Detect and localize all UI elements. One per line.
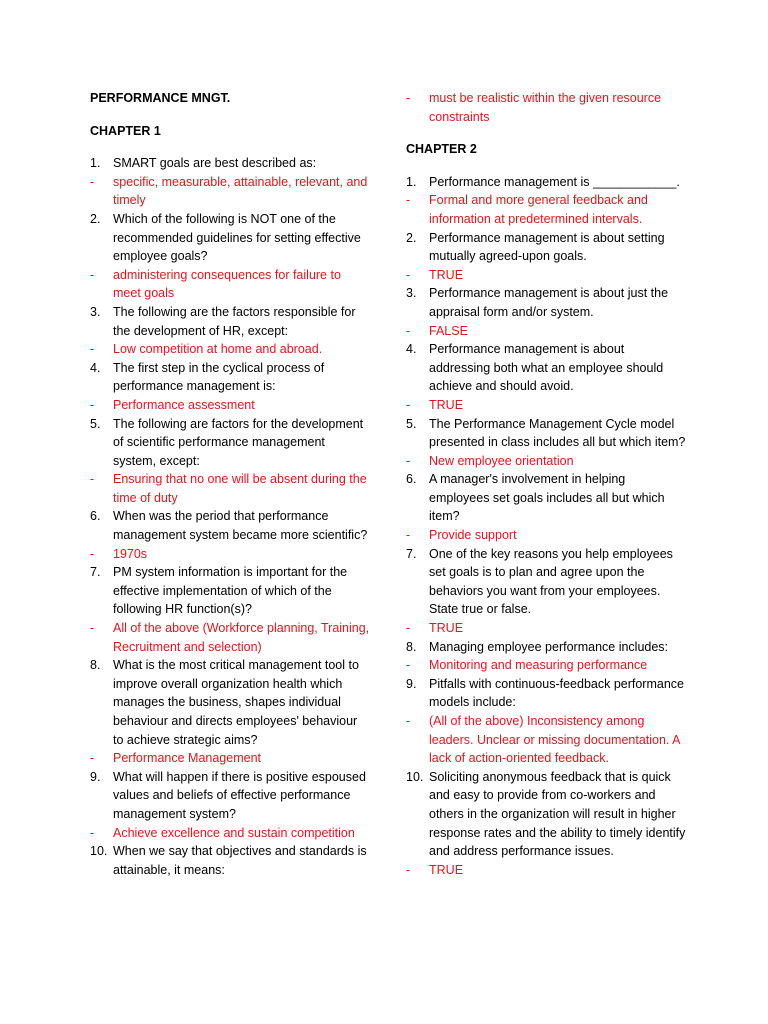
answer-item-marker: -: [90, 267, 95, 282]
question-item: [406, 470, 686, 526]
answer-item-text: Formal and more general feedback and information at predetermined intervals.: [429, 193, 648, 226]
question-item-marker: 3.: [406, 286, 417, 301]
answer-item: [406, 396, 686, 415]
question-item-text: The following are factors for the development of scientific performance management system, except:: [113, 416, 364, 468]
question-item-marker: 1.: [406, 174, 417, 189]
question-item-text: The Performance Management Cycle model presented in class includes all but which item?: [429, 416, 686, 450]
question-item-text: A manager's involvement in helping employees set goals includes all but which item?: [429, 472, 665, 524]
question-item-marker: 1.: [90, 156, 101, 171]
question-item-marker: 7.: [90, 565, 101, 580]
answer-item-text: 1970s: [113, 546, 148, 561]
answer-item-text: specific, measurable, attainable, relevant, and timely: [113, 174, 368, 208]
question-item: [90, 303, 370, 340]
question-item: [406, 173, 686, 192]
answer-item-text: New employee orientation: [429, 453, 574, 468]
question-item-marker: 9.: [406, 676, 417, 691]
question-item-text: The first step in the cyclical process of performance management is:: [113, 360, 325, 394]
question-item: [406, 284, 686, 321]
left-column: [90, 89, 370, 879]
question-item-marker: 5.: [90, 416, 101, 431]
question-item-text: PM system information is important for the effective implementation of which of the following HR function(s)?: [113, 565, 348, 617]
answer-item: [90, 824, 370, 843]
answer-item-text: Low competition at home and abroad.: [113, 342, 323, 357]
question-item-text: When we say that objectives and standards is attainable, it means:: [113, 844, 367, 877]
answer-item-text: Provide support: [429, 528, 517, 543]
answer-item-text: TRUE: [429, 397, 464, 412]
document-title: PERFORMANCE MNGT.: [90, 91, 231, 105]
answer-item-marker: -: [90, 174, 95, 189]
answer-item-marker: -: [90, 751, 95, 766]
answer-item-text: (All of the above) Inconsistency among leaders. Unclear or missing documentation. A lack of action-oriented feedback.: [429, 714, 680, 766]
question-item-text: What will happen if there is positive espoused values and beliefs of effective performance management system?: [113, 769, 366, 821]
question-item: [90, 359, 370, 396]
answer-item-marker: -: [406, 193, 411, 208]
question-item-text: Performance management is about setting mutually agreed-upon goals.: [429, 230, 665, 264]
question-item-marker: 8.: [406, 639, 417, 654]
question-item: [90, 210, 370, 266]
answer-item: [90, 340, 370, 359]
question-item-marker: 7.: [406, 546, 417, 561]
answer-item-marker: -: [406, 528, 411, 543]
answer-item: [406, 266, 686, 285]
question-item: [406, 768, 686, 861]
question-item-marker: 2.: [90, 211, 101, 226]
question-item: [406, 415, 686, 452]
question-item-text: Pitfalls with continuous-feedback performance models include:: [429, 676, 684, 710]
question-item-marker: 3.: [90, 304, 101, 319]
question-item-marker: 4.: [406, 342, 417, 357]
question-item-marker: 5.: [406, 416, 417, 431]
question-item-marker: 10.: [406, 769, 424, 784]
chapter-1-continued: [406, 89, 686, 126]
question-item-text: Which of the following is NOT one of the recommended guidelines for setting effective employee goals?: [113, 211, 361, 264]
answer-item-marker: -: [90, 472, 95, 487]
answer-item-text: administering consequences for failure to meet goals: [113, 267, 341, 301]
question-item: [406, 229, 686, 266]
answer-item-marker: -: [406, 621, 411, 636]
answer-item-text: All of the above (Workforce planning, Training, Recruitment and selection): [113, 621, 370, 654]
answer-item: [90, 619, 370, 656]
answer-item: [406, 861, 686, 880]
question-item-text: Performance management is about just the appraisal form and/or system.: [429, 286, 669, 319]
question-item: [406, 638, 686, 657]
question-item-marker: 10.: [90, 844, 108, 859]
question-item: [90, 507, 370, 544]
question-item-text: The following are the factors responsible for the development of HR, except:: [113, 304, 356, 338]
answer-item-marker: -: [90, 397, 95, 412]
answer-item: [90, 173, 370, 210]
question-item-text: Performance management is ____________.: [429, 174, 680, 189]
answer-item: [406, 191, 686, 228]
answer-item: [90, 545, 370, 564]
answer-item-text: TRUE: [429, 621, 464, 636]
answer-item-text: FALSE: [429, 323, 468, 338]
answer-item-marker: -: [406, 91, 411, 105]
right-column: [406, 89, 686, 879]
question-item-marker: 6.: [90, 509, 101, 524]
answer-item-marker: -: [406, 267, 411, 282]
answer-item: [406, 526, 686, 545]
answer-item-marker: -: [406, 453, 411, 468]
answer-item-text: TRUE: [429, 267, 464, 282]
answer-item-marker: -: [90, 546, 95, 561]
answer-item-text: Performance assessment: [113, 397, 255, 412]
question-item-text: One of the key reasons you help employees set goals is to plan and agree upon the behaviors you want from your employees. State true or false.: [429, 546, 673, 617]
question-item-text: Performance management is about addressing both what an employee should achieve and should avoid.: [429, 342, 664, 394]
question-item-text: When was the period that performance management system became more scientific?: [113, 509, 368, 543]
answer-item: [406, 89, 686, 126]
answer-item: [90, 266, 370, 303]
question-item: [90, 842, 370, 879]
answer-item: [406, 712, 686, 768]
answer-item-text: Performance Management: [113, 751, 261, 766]
question-item-marker: 4.: [90, 360, 101, 375]
question-item: [90, 656, 370, 749]
answer-item-text: Ensuring that no one will be absent during the time of duty: [113, 472, 367, 505]
question-item: [90, 415, 370, 471]
answer-item: [406, 656, 686, 675]
answer-item: [90, 396, 370, 415]
question-item-marker: 6.: [406, 472, 417, 487]
answer-item: [90, 470, 370, 507]
answer-item-text: must be realistic within the given resource constraints: [429, 91, 662, 124]
question-item-text: Managing employee performance includes:: [429, 639, 669, 654]
answer-item-text: TRUE: [429, 862, 464, 877]
answer-item-marker: -: [90, 825, 95, 840]
answer-item: [90, 749, 370, 768]
chapter-2-heading: CHAPTER 2: [406, 142, 477, 157]
question-item-marker: 9.: [90, 769, 101, 784]
answer-item: [406, 322, 686, 341]
question-item: [90, 563, 370, 619]
question-item: [90, 768, 370, 824]
chapter-1-heading: CHAPTER 1: [90, 123, 161, 138]
answer-item-marker: -: [406, 862, 411, 877]
answer-item-marker: -: [406, 397, 411, 412]
question-item: [406, 675, 686, 712]
answer-item-marker: -: [406, 323, 411, 338]
answer-item-marker: -: [90, 342, 95, 357]
answer-item-marker: -: [406, 658, 411, 673]
answer-item-text: Achieve excellence and sustain competition: [113, 825, 355, 840]
question-item: [406, 340, 686, 396]
answer-item: [406, 619, 686, 638]
answer-item: [406, 452, 686, 471]
question-item-text: Soliciting anonymous feedback that is quick and easy to provide from co-workers and others in the organization will result in higher response rates and the ability to timely identify and address performance issues.: [429, 769, 686, 859]
answer-item-marker: -: [90, 621, 95, 636]
question-item-marker: 8.: [90, 658, 101, 673]
question-item-text: What is the most critical management tool to improve overall organization health which manages the business, shapes individual behaviour and directs employees' behaviour to achieve strategic aims?: [113, 658, 359, 747]
question-item: [90, 154, 370, 173]
question-item-marker: 2.: [406, 230, 417, 245]
answer-item-text: Monitoring and measuring performance: [429, 658, 648, 673]
chapter-2-list: [406, 173, 686, 880]
question-item-text: SMART goals are best described as:: [113, 156, 317, 171]
question-item: [406, 545, 686, 619]
chapter-1-list: [90, 154, 370, 879]
answer-item-marker: -: [406, 714, 411, 728]
